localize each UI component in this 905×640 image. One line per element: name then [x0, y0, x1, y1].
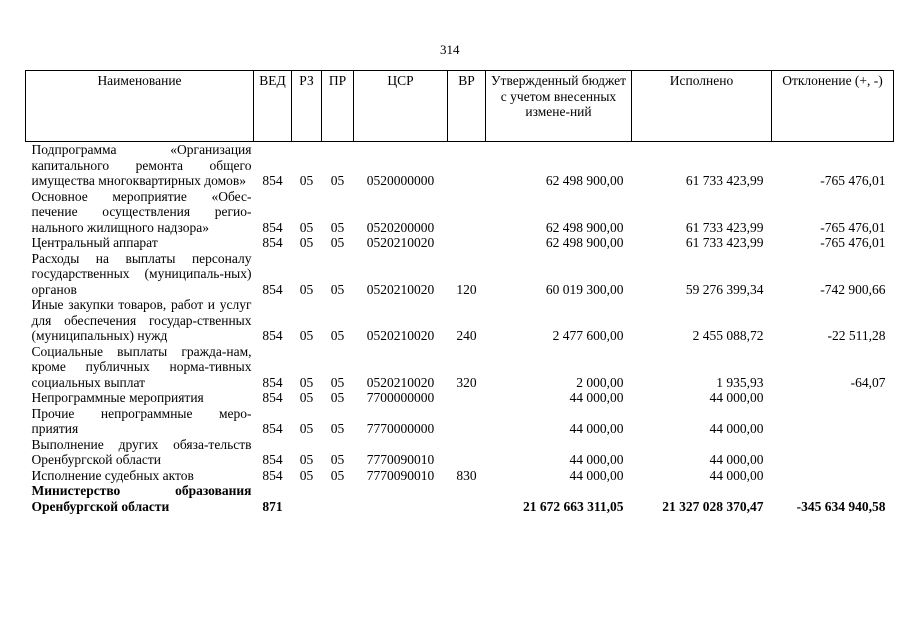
row-pr: 05 — [330, 173, 345, 188]
row-name: Прочие непрограммные меро-приятия — [31, 405, 252, 436]
row-deviation: -742 900,66 — [820, 281, 886, 297]
row-pr: 05 — [330, 328, 345, 343]
row-deviation — [772, 468, 894, 484]
row-vr — [448, 235, 486, 251]
table-row — [26, 344, 894, 391]
row-approved: 62 498 900,00 — [545, 219, 624, 235]
row-name: Выполнение других обяза-тельств Оренбургской области — [31, 436, 252, 467]
row-pr: 05 — [330, 390, 345, 405]
row-pr: 05 — [330, 452, 345, 467]
row-ved: 871 — [262, 498, 283, 514]
row-executed: 1 935,93 — [716, 374, 764, 390]
row-name: Подпрограмма «Организация капитального ремонта общего имущества многоквартирных домов» — [31, 142, 252, 188]
row-name: Иные закупки товаров, работ и услуг для обеспечения государ-ственных (муниципальных) нужд — [31, 297, 252, 343]
row-executed: 59 276 399,34 — [685, 281, 764, 297]
row-rz: 05 — [299, 219, 314, 235]
row-name: Социальные выплаты гражда-нам, кроме публичных норма-тивных социальных выплат — [31, 343, 252, 390]
row-vr — [448, 483, 486, 514]
row-deviation: -22 511,28 — [827, 328, 886, 343]
header-executed: Исполнено — [632, 71, 772, 142]
row-vr — [448, 142, 486, 189]
row-rz — [292, 483, 322, 514]
row-csr: 0520200000 — [366, 219, 435, 235]
row-ved: 854 — [262, 173, 283, 188]
table-row — [26, 390, 894, 406]
row-approved: 44 000,00 — [569, 390, 624, 405]
header-rz: РЗ — [292, 71, 322, 142]
row-vr: 120 — [456, 281, 477, 297]
row-rz: 05 — [299, 374, 314, 390]
table-header-row — [26, 71, 894, 142]
row-approved: 44 000,00 — [569, 421, 624, 436]
header-name: Наименование — [26, 71, 254, 142]
row-vr — [448, 437, 486, 468]
row-rz: 05 — [299, 281, 314, 297]
table-row — [26, 251, 894, 298]
row-rz: 05 — [299, 390, 314, 405]
table-row — [26, 437, 894, 468]
row-ved: 854 — [262, 328, 283, 343]
table-row — [26, 142, 894, 189]
row-vr — [448, 189, 486, 236]
row-ved: 854 — [262, 219, 283, 235]
table-row — [26, 406, 894, 437]
row-csr: 7770090010 — [366, 452, 435, 467]
row-executed: 44 000,00 — [709, 452, 764, 467]
row-executed: 61 733 423,99 — [685, 219, 764, 235]
row-rz: 05 — [299, 235, 314, 250]
row-pr: 05 — [330, 374, 345, 390]
row-csr: 7700000000 — [366, 390, 435, 405]
row-csr: 7770090010 — [366, 467, 435, 483]
row-name: Исполнение судебных актов — [31, 467, 194, 483]
row-vr: 320 — [456, 374, 477, 390]
row-csr: 0520000000 — [366, 173, 435, 188]
row-rz: 05 — [299, 467, 314, 483]
row-pr — [322, 483, 354, 514]
row-pr: 05 — [330, 421, 345, 436]
row-ved: 854 — [262, 421, 283, 436]
row-approved: 21 672 663 311,05 — [522, 498, 624, 514]
table-row — [26, 235, 894, 251]
row-rz: 05 — [299, 421, 314, 436]
row-csr: 0520210020 — [366, 374, 435, 390]
row-deviation: -765 476,01 — [820, 235, 886, 250]
row-executed: 61 733 423,99 — [685, 173, 764, 188]
row-executed: 21 327 028 370,47 — [662, 498, 764, 514]
header-pr: ПР — [322, 71, 354, 142]
row-name: Основное мероприятие «Обес-печение осуществления регио-нального жилищного надзора» — [31, 188, 252, 235]
table-body — [26, 142, 894, 515]
row-rz: 05 — [299, 328, 314, 343]
row-csr: 0520210020 — [366, 328, 435, 343]
row-rz: 05 — [299, 173, 314, 188]
row-ved: 854 — [262, 467, 283, 483]
row-approved: 2 477 600,00 — [552, 328, 624, 343]
header-approved: Утвержденный бюджет с учетом внесенных измене-ний — [486, 71, 632, 142]
row-ved: 854 — [262, 281, 283, 297]
header-vr: ВР — [448, 71, 486, 142]
row-deviation: -64,07 — [850, 374, 886, 390]
row-vr — [448, 406, 486, 437]
row-approved: 44 000,00 — [569, 467, 624, 483]
row-executed: 44 000,00 — [709, 390, 764, 405]
row-csr: 0520210020 — [366, 281, 435, 297]
row-deviation — [772, 390, 894, 406]
page-number: 314 — [440, 42, 460, 57]
row-deviation — [772, 437, 894, 468]
row-approved: 62 498 900,00 — [545, 173, 624, 188]
row-executed: 44 000,00 — [709, 467, 764, 483]
row-name: Расходы на выплаты персоналу государственных (муниципаль-ных) органов — [31, 250, 252, 297]
row-csr: 7770000000 — [366, 421, 435, 436]
header-ved: ВЕД — [254, 71, 292, 142]
row-pr: 05 — [330, 235, 345, 250]
row-deviation: -345 634 940,58 — [796, 498, 886, 514]
row-name: Непрограммные мероприятия — [31, 390, 204, 405]
row-deviation: -765 476,01 — [820, 219, 886, 235]
row-approved: 2 000,00 — [576, 374, 624, 390]
row-ved: 854 — [262, 390, 283, 405]
row-rz: 05 — [299, 452, 314, 467]
header-deviation: Отклонение (+, -) — [772, 71, 894, 142]
row-pr: 05 — [330, 467, 345, 483]
row-ved: 854 — [262, 374, 283, 390]
row-approved: 60 019 300,00 — [545, 281, 624, 297]
table-row — [26, 468, 894, 484]
row-vr: 830 — [456, 467, 477, 483]
row-vr — [448, 390, 486, 406]
header-csr: ЦСР — [354, 71, 448, 142]
row-name: Центральный аппарат — [31, 235, 158, 250]
row-approved: 44 000,00 — [569, 452, 624, 467]
row-deviation — [772, 406, 894, 437]
budget-table — [25, 70, 894, 514]
row-csr: 0520210020 — [366, 235, 435, 250]
table-row — [26, 297, 894, 344]
table-row — [26, 189, 894, 236]
row-pr: 05 — [330, 281, 345, 297]
row-executed: 44 000,00 — [709, 421, 764, 436]
row-csr — [354, 483, 448, 514]
row-approved: 62 498 900,00 — [545, 235, 624, 250]
row-pr: 05 — [330, 219, 345, 235]
row-ved: 854 — [262, 235, 283, 250]
row-executed: 2 455 088,72 — [692, 328, 764, 343]
row-ved: 854 — [262, 452, 283, 467]
row-executed: 61 733 423,99 — [685, 235, 764, 250]
row-deviation: -765 476,01 — [820, 173, 886, 188]
table-row — [26, 483, 894, 514]
row-name: Министерство образования Оренбургской области — [31, 483, 252, 514]
row-vr: 240 — [456, 328, 477, 343]
